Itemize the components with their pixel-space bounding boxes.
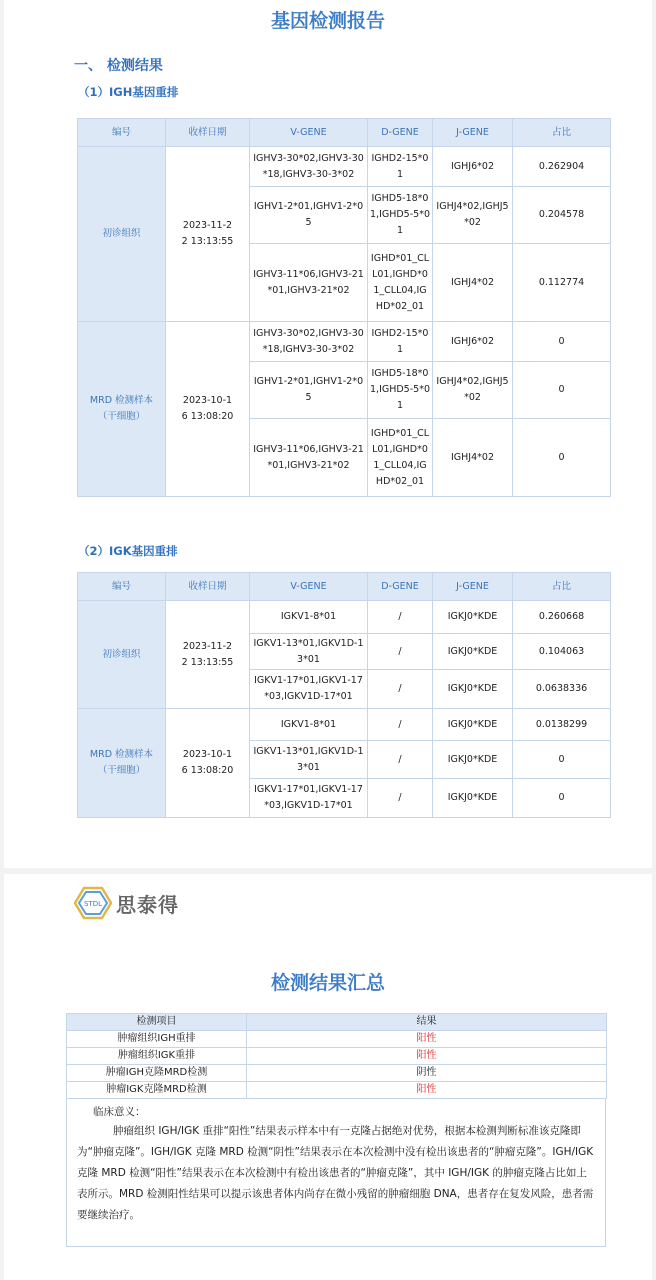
summary-result: 阳性 xyxy=(247,1031,607,1048)
v-gene-cell: IGKV1-17*01,IGKV1-17*03,IGKV1D-17*01 xyxy=(250,670,368,709)
column-header: 收样日期 xyxy=(166,573,250,601)
j-gene-cell: IGHJ4*02,IGHJ5*02 xyxy=(433,362,513,419)
column-header: V-GENE xyxy=(250,119,368,147)
clinical-significance xyxy=(66,1099,606,1247)
j-gene-cell: IGKJ0*KDE xyxy=(433,709,513,741)
table-header-row xyxy=(78,573,611,601)
v-gene-cell: IGKV1-8*01 xyxy=(250,601,368,634)
ratio-cell: 0 xyxy=(513,419,611,497)
column-header: 占比 xyxy=(513,119,611,147)
v-gene-cell: IGHV3-30*02,IGHV3-30*18,IGHV3-30-3*02 xyxy=(250,322,368,362)
sample-name: MRD 检测样本（干细胞） xyxy=(78,709,166,818)
column-header: 编号 xyxy=(78,573,166,601)
j-gene-cell: IGKJ0*KDE xyxy=(433,634,513,670)
ratio-cell: 0.0138299 xyxy=(513,709,611,741)
company-logo xyxy=(74,886,179,920)
table-row xyxy=(78,601,611,634)
ratio-cell: 0.262904 xyxy=(513,147,611,187)
j-gene-cell: IGHJ4*02 xyxy=(433,244,513,322)
ratio-cell: 0 xyxy=(513,779,611,818)
d-gene-cell: IGHD5-18*01,IGHD5-5*01 xyxy=(368,187,433,244)
summary-item: 肿瘤组织IGH重排 xyxy=(67,1031,247,1048)
d-gene-cell: / xyxy=(368,741,433,779)
igk-subtitle: （2）IGK基因重排 xyxy=(78,544,178,558)
v-gene-cell: IGHV3-30*02,IGHV3-30*18,IGHV3-30-3*02 xyxy=(250,147,368,187)
stdl-logo-icon xyxy=(74,886,112,920)
v-gene-cell: IGKV1-8*01 xyxy=(250,709,368,741)
d-gene-cell: / xyxy=(368,709,433,741)
d-gene-cell: / xyxy=(368,601,433,634)
sample-date: 2023-10-16 13:08:20 xyxy=(166,322,250,497)
ratio-cell: 0.204578 xyxy=(513,187,611,244)
significance-title: 临床意义： xyxy=(93,1106,146,1118)
ratio-cell: 0 xyxy=(513,322,611,362)
column-header: D-GENE xyxy=(368,573,433,601)
sample-name: 初诊组织 xyxy=(78,147,166,322)
report-page-1 xyxy=(4,0,652,868)
summary-result: 阴性 xyxy=(247,1065,607,1082)
sample-name: MRD 检测样本（干细胞） xyxy=(78,322,166,497)
summary-column-header: 检测项目 xyxy=(67,1014,247,1031)
section-heading: 一、 检测结果 xyxy=(74,58,163,74)
significance-text: 肿瘤组织 IGH/IGK 重排“阳性”结果表示样本中有一克隆占据绝对优势，根据本检测判断标准该克隆即为“肿瘤克隆”。IGH/IGK 克隆 MRD 检测“阴性”结果表示在本次检测中没有检出该患者的“肿瘤克隆”。IGH/IGK 克隆 MRD 检测“阳性”结果表示在本次检测中有检出该患者的“肿瘤克隆”，其中 IGH/IGK 的肿瘤克隆占比如上表所示。MRD 检测阳性结果可以提示该患者体内尚存在微小残留的肿瘤细胞 DNA，患者存在复发风险，患者需要继续治疗。 xyxy=(77,1125,594,1221)
d-gene-cell: IGHD*01_CLL01,IGHD*01_CLL04,IGHD*02_01 xyxy=(368,419,433,497)
v-gene-cell: IGHV1-2*01,IGHV1-2*05 xyxy=(250,362,368,419)
summary-row xyxy=(67,1065,607,1082)
d-gene-cell: / xyxy=(368,670,433,709)
summary-result: 阳性 xyxy=(247,1082,607,1099)
j-gene-cell: IGKJ0*KDE xyxy=(433,779,513,818)
v-gene-cell: IGHV1-2*01,IGHV1-2*05 xyxy=(250,187,368,244)
report-page-2 xyxy=(4,874,652,1280)
column-header: J-GENE xyxy=(433,119,513,147)
sample-date: 2023-11-22 13:13:55 xyxy=(166,601,250,709)
ratio-cell: 0 xyxy=(513,741,611,779)
igh-subtitle: （1）IGH基因重排 xyxy=(78,85,179,99)
table-header-row xyxy=(78,119,611,147)
ratio-cell: 0.112774 xyxy=(513,244,611,322)
v-gene-cell: IGKV1-17*01,IGKV1-17*03,IGKV1D-17*01 xyxy=(250,779,368,818)
sample-date: 2023-11-22 13:13:55 xyxy=(166,147,250,322)
ratio-cell: 0.260668 xyxy=(513,601,611,634)
d-gene-cell: / xyxy=(368,634,433,670)
sample-name: 初诊组织 xyxy=(78,601,166,709)
j-gene-cell: IGKJ0*KDE xyxy=(433,601,513,634)
summary-item: 肿瘤IGK克隆MRD检测 xyxy=(67,1082,247,1099)
summary-header-row xyxy=(67,1014,607,1031)
igk-table xyxy=(77,572,611,818)
column-header: 收样日期 xyxy=(166,119,250,147)
summary-row xyxy=(67,1048,607,1065)
j-gene-cell: IGKJ0*KDE xyxy=(433,670,513,709)
v-gene-cell: IGHV3-11*06,IGHV3-21*01,IGHV3-21*02 xyxy=(250,419,368,497)
d-gene-cell: IGHD2-15*01 xyxy=(368,147,433,187)
column-header: D-GENE xyxy=(368,119,433,147)
table-row xyxy=(78,322,611,362)
v-gene-cell: IGKV1-13*01,IGKV1D-13*01 xyxy=(250,741,368,779)
ratio-cell: 0.104063 xyxy=(513,634,611,670)
d-gene-cell: IGHD5-18*01,IGHD5-5*01 xyxy=(368,362,433,419)
table-row xyxy=(78,709,611,741)
summary-row xyxy=(67,1082,607,1099)
logo-badge: STDL xyxy=(83,900,103,908)
column-header: 编号 xyxy=(78,119,166,147)
j-gene-cell: IGKJ0*KDE xyxy=(433,741,513,779)
d-gene-cell: IGHD2-15*01 xyxy=(368,322,433,362)
v-gene-cell: IGHV3-11*06,IGHV3-21*01,IGHV3-21*02 xyxy=(250,244,368,322)
j-gene-cell: IGHJ6*02 xyxy=(433,322,513,362)
summary-result: 阳性 xyxy=(247,1048,607,1065)
summary-row xyxy=(67,1031,607,1048)
column-header: J-GENE xyxy=(433,573,513,601)
d-gene-cell: IGHD*01_CLL01,IGHD*01_CLL04,IGHD*02_01 xyxy=(368,244,433,322)
ratio-cell: 0.0638336 xyxy=(513,670,611,709)
table-row xyxy=(78,147,611,187)
column-header: V-GENE xyxy=(250,573,368,601)
summary-title: 检测结果汇总 xyxy=(270,972,385,994)
j-gene-cell: IGHJ6*02 xyxy=(433,147,513,187)
summary-item: 肿瘤组织IGK重排 xyxy=(67,1048,247,1065)
summary-item: 肿瘤IGH克隆MRD检测 xyxy=(67,1065,247,1082)
summary-table xyxy=(66,1013,607,1099)
column-header: 占比 xyxy=(513,573,611,601)
sample-date: 2023-10-16 13:08:20 xyxy=(166,709,250,818)
logo-text: 思泰得 xyxy=(116,892,179,917)
summary-column-header: 结果 xyxy=(247,1014,607,1031)
j-gene-cell: IGHJ4*02 xyxy=(433,419,513,497)
v-gene-cell: IGKV1-13*01,IGKV1D-13*01 xyxy=(250,634,368,670)
report-title: 基因检测报告 xyxy=(270,10,385,32)
j-gene-cell: IGHJ4*02,IGHJ5*02 xyxy=(433,187,513,244)
d-gene-cell: / xyxy=(368,779,433,818)
ratio-cell: 0 xyxy=(513,362,611,419)
igh-table xyxy=(77,118,611,497)
